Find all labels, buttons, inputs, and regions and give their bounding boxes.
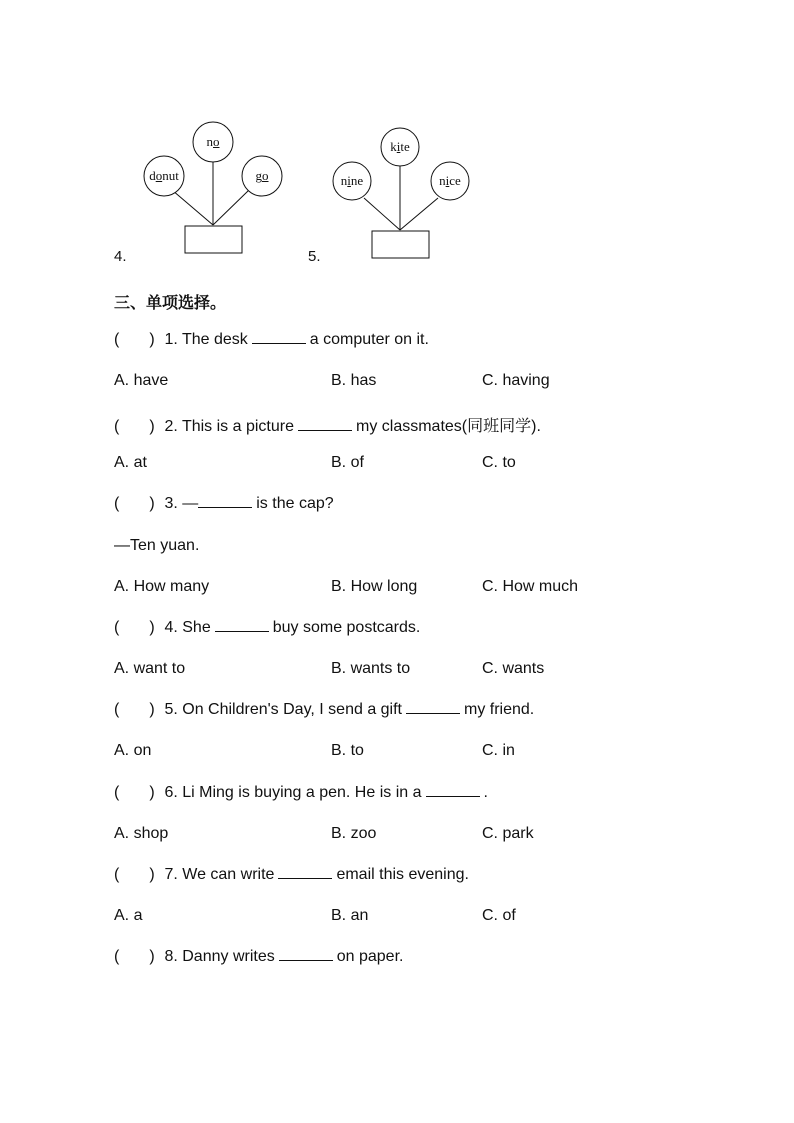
q5-option-b[interactable]: B. to [331, 742, 364, 759]
q7-option-c[interactable]: C. of [482, 907, 516, 924]
answer-bracket-5[interactable]: ( ) [114, 701, 155, 718]
q2-option-c[interactable]: C. to [482, 454, 516, 471]
q4-option-c[interactable]: C. wants [482, 660, 545, 677]
question-4: ( ) 4. She buy some postcards. [114, 619, 421, 636]
tree5-word-2: kite [390, 139, 410, 154]
q3-option-b[interactable]: B. How long [331, 578, 418, 595]
q6-option-b[interactable]: B. zoo [331, 825, 377, 842]
tree4-number: 4. [114, 248, 127, 265]
word-tree-4-diagram [114, 110, 294, 270]
q2-option-b[interactable]: B. of [331, 454, 364, 471]
answer-bracket-2[interactable]: ( ) [114, 418, 155, 435]
tree5-word-1: nine [340, 173, 364, 188]
blank-4[interactable] [215, 630, 269, 632]
answer-bracket-4[interactable]: ( ) [114, 619, 155, 636]
answer-box-4 [185, 226, 242, 253]
q6-option-a[interactable]: A. shop [114, 825, 169, 842]
blank-2[interactable] [298, 429, 352, 431]
q4-option-a[interactable]: A. want to [114, 660, 186, 677]
section-title: 三、单项选择。 [114, 293, 227, 312]
tree4-word-2: no [206, 134, 220, 149]
question-1: ( ) 1. The desk a computer on it. [114, 331, 429, 348]
blank-1[interactable] [252, 342, 306, 344]
word-tree-4 [114, 110, 294, 270]
answer-bracket-6[interactable]: ( ) [114, 784, 155, 801]
answer-box-5 [372, 231, 429, 258]
blank-3[interactable] [198, 506, 252, 508]
blank-8[interactable] [279, 959, 333, 961]
q6-option-c[interactable]: C. park [482, 825, 534, 842]
question-3-answer-line: —Ten yuan. [114, 537, 200, 554]
word-tree-5-diagram [308, 110, 488, 270]
q7-option-b[interactable]: B. an [331, 907, 369, 924]
word-tree-5 [308, 110, 488, 270]
q1-option-a[interactable]: A. have [114, 372, 169, 389]
question-8: ( ) 8. Danny writes on paper. [114, 948, 404, 965]
q1-option-c[interactable]: C. having [482, 372, 550, 389]
question-5: ( ) 5. On Children's Day, I send a gift my friend. [114, 701, 535, 718]
q3-option-a[interactable]: A. How many [114, 578, 210, 595]
q5-option-a[interactable]: A. on [114, 742, 152, 759]
blank-5[interactable] [406, 712, 460, 714]
blank-6[interactable] [426, 795, 480, 797]
answer-bracket-7[interactable]: ( ) [114, 866, 155, 883]
question-2: ( ) 2. This is a picture my classmates(同班同学). [114, 418, 541, 435]
tree5-number: 5. [308, 248, 321, 265]
q1-option-b[interactable]: B. has [331, 372, 377, 389]
answer-bracket-3[interactable]: ( ) [114, 495, 155, 512]
answer-bracket-1[interactable]: ( ) [114, 331, 155, 348]
q5-option-c[interactable]: C. in [482, 742, 515, 759]
answer-bracket-8[interactable]: ( ) [114, 948, 155, 965]
tree5-word-3: nice [439, 173, 461, 188]
question-7: ( ) 7. We can write email this evening. [114, 866, 469, 883]
question-6: ( ) 6. Li Ming is buying a pen. He is in a . [114, 784, 488, 801]
tree4-word-1: donut [149, 168, 179, 183]
tree4-word-3: go [255, 168, 269, 183]
q2-option-a[interactable]: A. at [114, 454, 147, 471]
question-3: ( ) 3. — is the cap? [114, 495, 334, 512]
q3-option-c[interactable]: C. How much [482, 578, 579, 595]
blank-7[interactable] [278, 877, 332, 879]
q4-option-b[interactable]: B. wants to [331, 660, 411, 677]
q7-option-a[interactable]: A. a [114, 907, 143, 924]
